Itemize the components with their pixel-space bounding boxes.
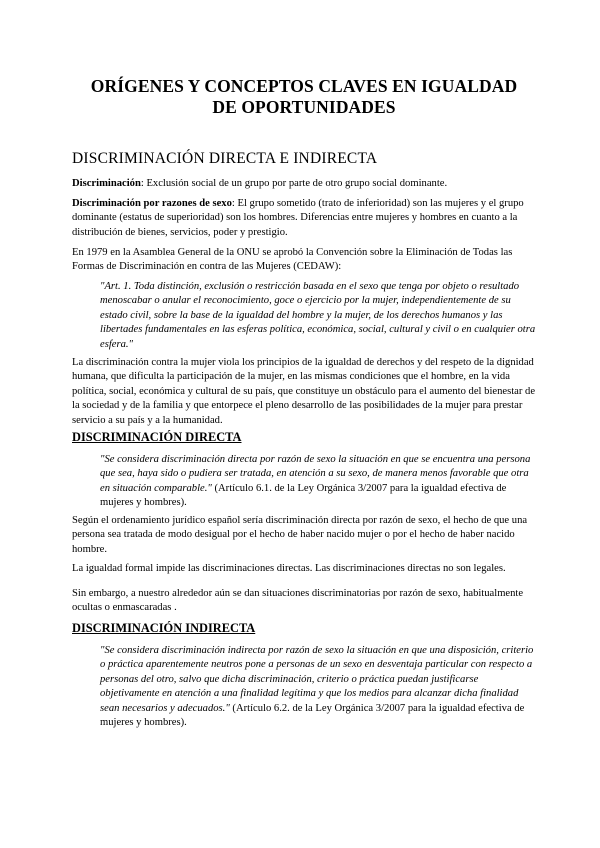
quote-indirecta-reference: (Artículo 6.2. de la Ley Orgánica 3/2007 para la igualdad efectiva de mujeres y hombres). <box>100 702 525 729</box>
quote-directa-reference: (Artículo 6.1. de la Ley Orgánica 3/2007 para la igualdad efectiva de mujeres y hombres). <box>100 482 507 509</box>
title-line-1: ORÍGENES Y CONCEPTOS CLAVES EN IGUALDAD <box>90 76 518 96</box>
section-heading: DISCRIMINACIÓN DIRECTA E INDIRECTA <box>72 150 378 167</box>
cedaw-quote: "Art. 1. Toda distinción, exclusión o restricción basada en el sexo que tenga por objeto o resultado menoscabar o anular el reconocimiento, goce o ejercicio por la mujer, independientemente de su estado civil, sobre la base de la igualdad del hombre y la mujer, de los derechos humanos y las libertades fundamentales en las esferas política, económica, social, cultural y civil o en cualquier otra esfera." <box>100 281 536 350</box>
cedaw-intro: En 1979 en la Asamblea General de la ONU se aprobó la Convención sobre la Eliminación de Todas las Formas de Discriminación en contra de las Mujeres (CEDAW): <box>72 247 513 273</box>
paragraph-directa-2: La igualdad formal impide las discriminaciones directas. Las discriminaciones directas no son legales. <box>72 563 506 574</box>
quote-indirecta <box>100 644 536 730</box>
title-line-2: DE OPORTUNIDADES <box>212 97 396 117</box>
definition-razones-sexo <box>72 197 536 240</box>
definition-text: : El grupo sometido (trato de inferioridad) son las mujeres y el grupo dominante (estatus de superioridad) son los hombres. Diferencias entre mujeres y hombres en cuanto a la distribución de bienes, servicios, poder y prestigio. <box>72 198 524 238</box>
heading-directa: DISCRIMINACIÓN DIRECTA <box>72 430 242 444</box>
paragraph-directa-3: Sin embargo, a nuestro alrededor aún se dan situaciones discriminatorias por razón de sexo, habitualmente ocultas o enmascaradas . <box>72 588 524 614</box>
definition-discriminacion <box>72 177 536 191</box>
document-title <box>72 76 536 118</box>
heading-indirecta: DISCRIMINACIÓN INDIRECTA <box>72 621 256 635</box>
term-razones-sexo: Discriminación por razones de sexo <box>72 198 232 209</box>
quote-indirecta-text: "Se considera discriminación indirecta por razón de sexo la situación en que una disposición, criterio o práctica aparentemente neutros pone a personas de un sexo en desventaja particular con respecto a personas del otro, salvo que dicha discriminación, criterio o práctica puedan justificarse objetivamente en atención a una finalidad legítima y que los medios para alcanzar dicha finalidad sean necesarios y adecuados." <box>100 645 534 714</box>
cedaw-paragraph: La discriminación contra la mujer viola los principios de la igualdad de derechos y del respeto de la dignidad humana, que dificulta la participación de la mujer, en las mismas condiciones que el hombre, en la vida política, social, económica y cultural de su país, que constituye un obstáculo para el aumento del bienestar de la sociedad y de la familia y que entorpece el pleno desarrollo de las posibilidades de la mujer para prestar servicio a su país y a la humanidad. <box>72 357 536 426</box>
quote-directa <box>100 453 536 511</box>
definition-text: : Exclusión social de un grupo por parte de otro grupo social dominante. <box>140 178 448 189</box>
quote-directa-text: "Se considera discriminación directa por razón de sexo la situación en que se encuentra una persona que sea, haya sido o pudiera ser tratada, en atención a su sexo, de manera menos favorable que otra en situación comparable." <box>100 454 531 494</box>
paragraph-directa-1: Según el ordenamiento jurídico español sería discriminación directa por razón de sexo, el hecho de que una persona sea tratada de modo desigual por el hecho de haber nacido mujer o por el hecho de haber nacido hombre. <box>72 515 528 555</box>
term-discriminacion: Discriminación <box>72 178 141 189</box>
